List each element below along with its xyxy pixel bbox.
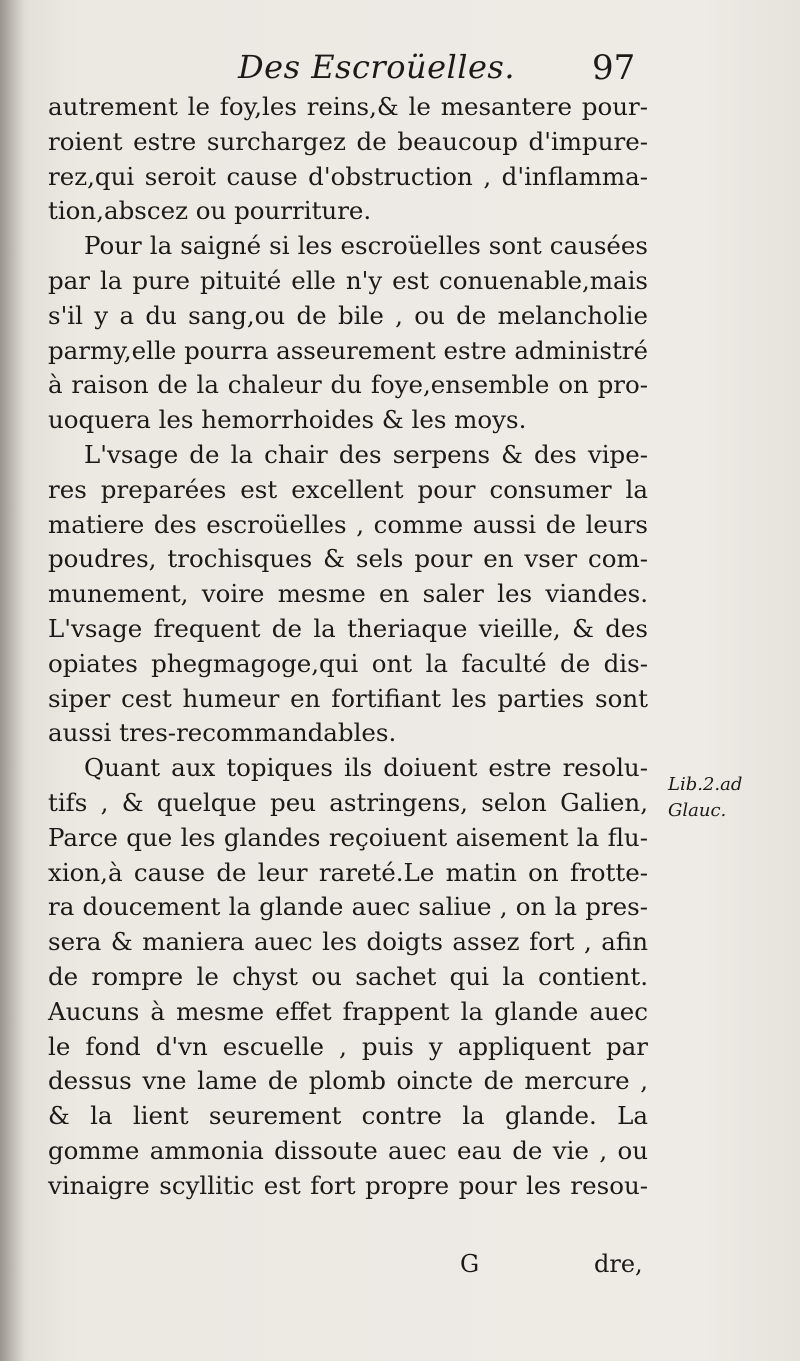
text-line: opiates phegmagoge,qui ont la faculté de dis- <box>48 648 648 678</box>
text-line: Parce que les glandes reçoiuent aisement la flu- <box>48 822 648 852</box>
signature-mark: G <box>460 1250 480 1278</box>
text-line: res preparées est excellent pour consumer la <box>48 474 648 504</box>
body-text <box>48 90 648 1204</box>
text-line: gomme ammonia dissoute auec eau de vie , ou <box>48 1135 648 1165</box>
text-line: roient estre surchargez de beaucoup d'impure- <box>48 126 648 156</box>
text-line: poudres, trochisques & sels pour en vser com- <box>48 544 648 574</box>
text-line: L'vsage frequent de la theriaque vieille, & des <box>48 613 648 643</box>
text-line: Quant aux topiques ils doiuent estre resolu- <box>84 753 648 783</box>
text-line: le fond d'vn escuelle , puis y appliquent par <box>48 1031 648 1061</box>
text-line: ra doucement la glande auec saliue , on la pres- <box>48 892 648 922</box>
margin-note <box>668 772 742 824</box>
text-line: munement, voire mesme en saler les viandes. <box>48 579 648 609</box>
text-line: & la lient seurement contre la glande. La <box>48 1101 648 1131</box>
text-line: à raison de la chaleur du foye,ensemble on pro- <box>48 370 648 400</box>
text-line: dessus vne lame de plomb oincte de mercure , <box>48 1066 648 1096</box>
page-number: 97 <box>592 48 636 88</box>
catchword: dre, <box>594 1250 643 1278</box>
text-line: vinaigre scyllitic est fort propre pour les resou- <box>48 1170 648 1200</box>
text-line: sera & maniera auec les doigts assez fort , afin <box>48 927 648 957</box>
text-line: uoquera les hemorrhoides & les moys. <box>48 405 527 435</box>
running-title: Des Escroüelles. <box>238 48 515 86</box>
text-line: tion,abscez ou pourriture. <box>48 196 372 226</box>
margin-note-line: Lib.2.ad <box>668 774 743 795</box>
text-line: matiere des escroüelles , comme aussi de leurs <box>48 509 648 539</box>
text-line: L'vsage de la chair des serpens & des vipe- <box>84 439 648 469</box>
text-line: tifs , & quelque peu astringens, selon Galien, <box>48 787 648 817</box>
text-line: Pour la saigné si les escroüelles sont causées <box>84 231 648 261</box>
text-line: xion,à cause de leur rareté.Le matin on frotte- <box>48 857 648 887</box>
text-line: parmy,elle pourra asseurement estre administré <box>48 335 648 365</box>
text-line: siper cest humeur en fortifiant les parties sont <box>48 683 648 713</box>
page-gutter <box>0 0 26 1361</box>
text-line: de rompre le chyst ou sachet qui la contient. <box>48 961 648 991</box>
text-line: aussi tres-recommandables. <box>48 718 397 748</box>
text-line: autrement le foy,les reins,& le mesantere pour- <box>48 92 648 121</box>
page-header <box>0 48 800 90</box>
text-line: s'il y a du sang,ou de bile , ou de melancholie <box>48 300 648 330</box>
text-line: Aucuns à mesme effet frappent la glande auec <box>48 996 648 1026</box>
text-line: par la pure pituité elle n'y est conuenable,mais <box>48 265 648 295</box>
text-line: rez,qui seroit cause d'obstruction , d'inflamma- <box>48 161 648 191</box>
margin-note-line: Glauc. <box>668 800 727 821</box>
